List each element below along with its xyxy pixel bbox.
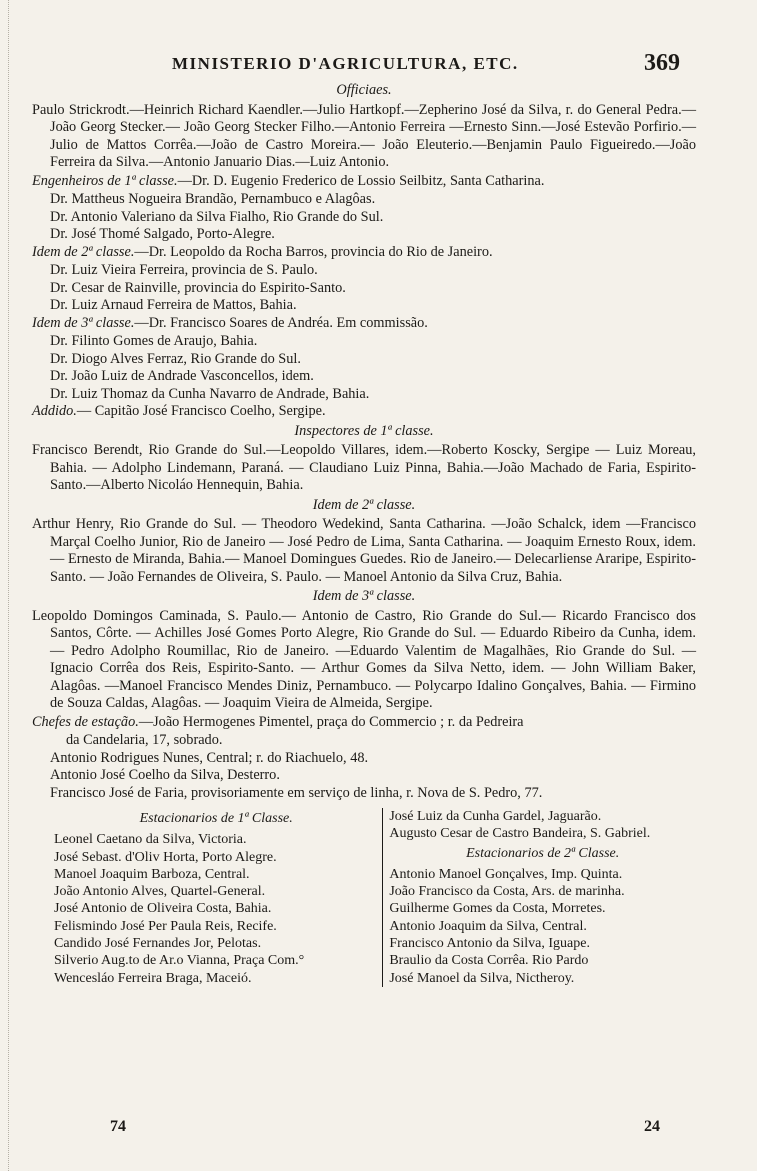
list-item: Silverio Aug.to de Ar.o Vianna, Praça Com.° (54, 953, 305, 969)
list-item: Dr. José Thomé Salgado, Porto-Alegre. (50, 226, 275, 242)
list-item: Dr. Luiz Thomaz da Cunha Navarro de Andrade, Bahia. (50, 385, 370, 402)
list-item: Manoel Joaquim Barboza, Central. (54, 866, 250, 882)
list-item: Dr. João Luiz de Andrade Vasconcellos, idem. (50, 368, 314, 384)
inspectores-1-paragraph: Francisco Berendt, Rio Grande do Sul.—Leopoldo Villares, idem.—Roberto Koscky, Sergipe — Luiz Moreau, Bahia. — Adolpho Lindemann, Paraná. — Claudiano Luiz Pinna, Bahia.—João Machado de Faria, Espirito-Santo.—Alberto Nicoláo Hennequin, Bahia. (32, 442, 696, 493)
list-item: Antonio Rodrigues Nunes, Central; r. do Riachuelo, 48. (50, 749, 369, 766)
page-number: 369 (644, 50, 680, 76)
estacionarios-left-column (32, 808, 378, 987)
list-item: João Francisco da Costa, Ars. de marinha. (389, 884, 625, 900)
addido-text: — Capitão José Francisco Coelho, Sergipe. (76, 403, 326, 419)
list-item: Augusto Cesar de Castro Bandeira, S. Gabriel. (389, 826, 651, 842)
list-item: Wencesláo Ferreira Braga, Maceió. (54, 970, 252, 986)
engenheiros-3-text: —Dr. Francisco Soares de Andréa. Em commissão. (134, 314, 428, 331)
list-item: Dr. Cesar de Rainville, provincia do Espirito-Santo. (50, 279, 346, 296)
engenheiros-1-label: Engenheiros de 1ª classe. (32, 172, 178, 189)
list-item: Dr. Filinto Gomes de Araujo, Bahia. (50, 333, 258, 349)
engenheiros-1-first (32, 173, 696, 191)
list-item: João Antonio Alves, Quartel-General. (54, 884, 266, 900)
document-body (32, 80, 696, 987)
section-heading-officiaes: Officiaes. (336, 82, 392, 98)
list-item: Candido José Fernandes Jor, Pelotas. (54, 936, 262, 952)
engenheiros-3-label: Idem de 3ª classe. (32, 314, 135, 331)
running-header (62, 50, 680, 78)
list-item: Dr. Mattheus Nogueira Brandão, Pernambuco e Alagôas. (50, 191, 376, 207)
list-item: Antonio Manoel Gonçalves, Imp. Quinta. (389, 866, 623, 882)
section-heading-inspectores-1: Inspectores de 1ª classe. (294, 422, 434, 439)
chefes-first (32, 714, 696, 732)
inspectores-2-paragraph: Arthur Henry, Rio Grande do Sul. — Theodoro Wedekind, Santa Catharina. —João Schalck, idem —Francisco Marçal Coelho Junior, Rio de Janeiro — José Pedro de Lima, Santa Catharina. — Joaquim Ernesto Roux, idem. — Ernesto de Miranda, Bahia.— Manoel Domingues Guedes. Rio de Janeiro.— Delecarliense Araripe, Espirito-Santo. — João Fernandes de Oliveira, S. Paulo. — Manoel Antonio da Silva Cruz, Bahia. (32, 516, 696, 585)
list-item: Francisco José de Faria, provisoriamente em serviço de linha, r. Nova de S. Pedro, 77. (50, 784, 543, 801)
list-item: Dr. Antonio Valeriano da Silva Fialho, Rio Grande do Sul. (50, 208, 384, 225)
list-item: Leonel Caetano da Silva, Victoria. (54, 832, 247, 848)
list-item: Dr. Luiz Arnaud Ferreira de Mattos, Bahia. (50, 297, 297, 313)
gathering-mark: 24 (644, 1118, 660, 1135)
list-item: Francisco Antonio da Silva, Iguape. (389, 936, 590, 952)
list-item: José Luiz da Cunha Gardel, Jaguarão. (389, 809, 602, 824)
chefes-text: —João Hermogenes Pimentel, praça do Commercio ; r. da Pedreira (138, 713, 524, 730)
engenheiros-1-text: —Dr. D. Eugenio Frederico de Lossio Seilbitz, Santa Catharina. (177, 172, 545, 189)
estacionarios-1-heading: Estacionarios de 1ª Classe. (139, 811, 293, 826)
list-item: José Antonio de Oliveira Costa, Bahia. (54, 901, 272, 917)
engenheiros-3-first (32, 315, 696, 333)
addido-label: Addido. (32, 403, 77, 419)
section-heading-inspectores-3: Idem de 3ª classe. (312, 588, 416, 604)
engenheiros-2-label: Idem de 2ª classe. (32, 243, 135, 260)
signature-mark: 74 (110, 1118, 126, 1135)
list-item: Dr. Luiz Vieira Ferreira, provincia de S. Paulo. (50, 262, 318, 278)
list-item: José Manoel da Silva, Nictheroy. (389, 970, 575, 986)
list-item: Antonio Joaquim da Silva, Central. (389, 918, 587, 934)
list-item: José Sebast. d'Oliv Horta, Porto Alegre. (54, 849, 277, 865)
section-heading-inspectores-2: Idem de 2ª classe. (312, 496, 416, 513)
list-item: Antonio José Coelho da Silva, Desterro. (50, 767, 280, 783)
engenheiros-2-text: —Dr. Leopoldo da Rocha Barros, provincia do Rio de Janeiro. (134, 243, 493, 260)
chefes-continuation: da Candelaria, 17, sobrado. (66, 732, 223, 748)
estacionarios-columns (32, 808, 696, 987)
officiaes-paragraph: Paulo Strickrodt.—Heinrich Richard Kaendler.—Julio Hartkopf.—Zepherino José da Silva, r. do General Pedra.— João Georg Stecker.— João Georg Stecker Filho.—Antonio Ferreira —Ernesto Sinn.—José Estevão Porfirio.—Julio de Mattos Corrêa.—João de Castro Moreira.— João Eleuterio.—Benjamin Paulo Figueiredo.—João Ferreira da Silva.—Antonio Januario Dias.—Luiz Antonio. (32, 101, 696, 170)
chefes-label: Chefes de estação. (32, 713, 139, 730)
list-item: Braulio da Costa Corrêa. Rio Pardo (389, 953, 589, 969)
estacionarios-right-column (382, 808, 696, 987)
list-item: Felismindo José Per Paula Reis, Recife. (54, 918, 277, 934)
list-item: Dr. Diogo Alves Ferraz, Rio Grande do Sul. (50, 350, 301, 367)
header-title: MINISTERIO D'AGRICULTURA, ETC. (172, 54, 519, 73)
engenheiros-2-first (32, 244, 696, 262)
list-item: Guilherme Gomes da Costa, Morretes. (389, 901, 606, 917)
estacionarios-2-heading: Estacionarios de 2ª Classe. (466, 845, 620, 861)
inspectores-3-paragraph: Leopoldo Domingos Caminada, S. Paulo.— Antonio de Castro, Rio Grande do Sul.— Ricardo Francisco dos Santos, Côrte. — Achilles José Gomes Porto Alegre, Rio Grande do Sul. — Eduardo Ribeiro da Cunha, idem. — Pedro Adolpho Roumillac, Rio de Janeiro. —Eduardo Valentim de Magalhães, Rio Grande do Sul. — Ignacio Corrêa dos Reis, Espirito-Santo. — Arthur Gomes da Silva Netto, idem. — John William Baker, Alagôas. —Manoel Francisco Mendes Diniz, Pernambuco. — Polycarpo Idalino Gonçalves, Bahia. — Firmino de Souza Caldas, Alagôas. — Joaquim Vieira de Almeida, Sergipe. (32, 607, 696, 711)
margin-dots (8, 0, 13, 1171)
addido-line (32, 403, 696, 421)
